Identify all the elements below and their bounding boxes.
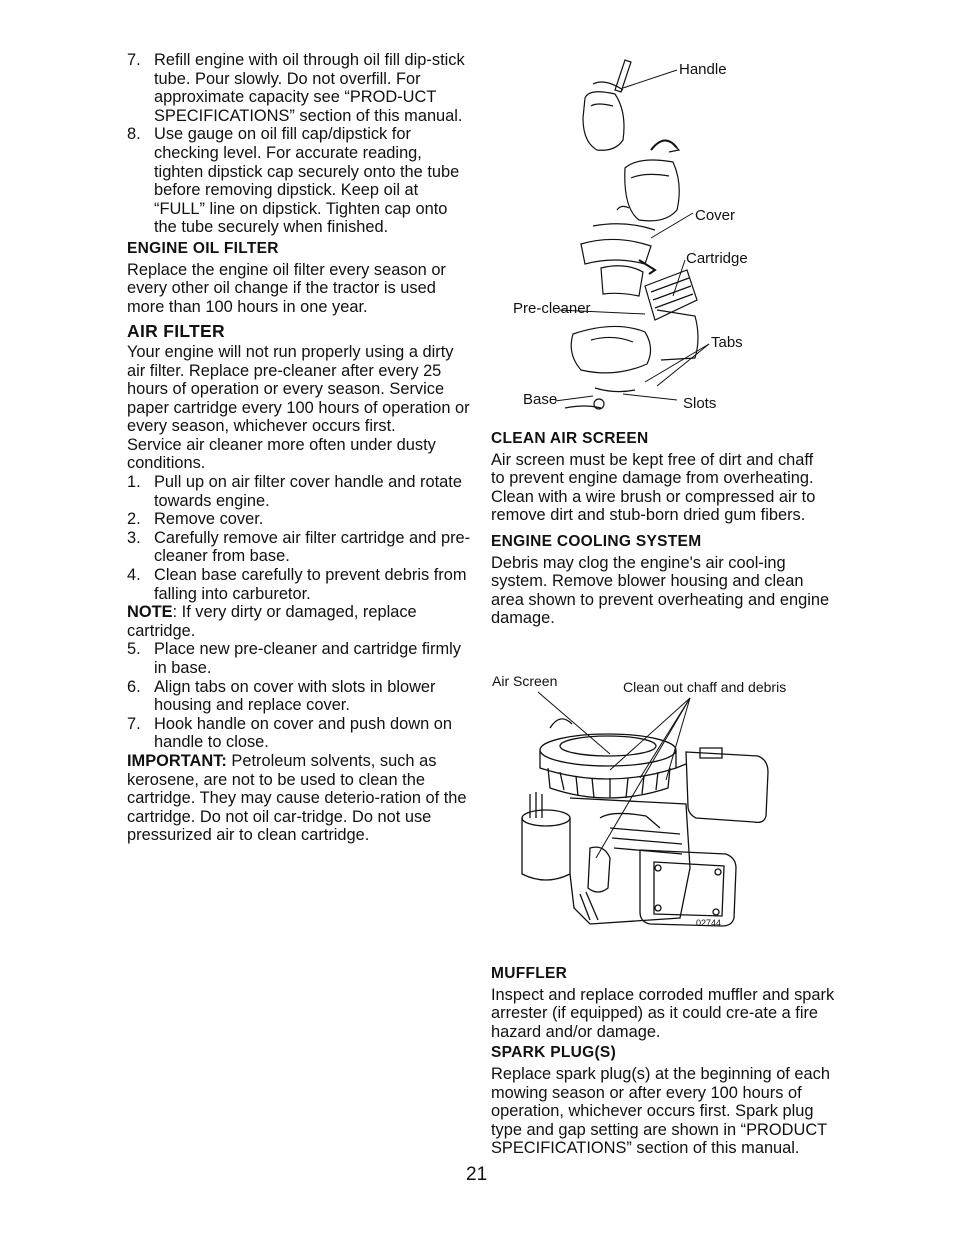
note-label: NOTE bbox=[127, 603, 173, 622]
item-text: Carefully remove air filter cartridge and pre-cleaner from base. bbox=[154, 528, 471, 566]
spark-plug-heading: SPARK PLUG(S) bbox=[491, 1044, 617, 1062]
label-cover: Cover bbox=[695, 207, 736, 224]
air-filter-text-dusty: Service air cleaner more often under dusty conditions. bbox=[127, 435, 436, 473]
item-text: Hook handle on cover and push down on handle to close. bbox=[154, 714, 452, 752]
item-text: Place new pre-cleaner and cartridge firmly in base. bbox=[154, 640, 462, 677]
oil-filter-text: Replace the engine oil filter every season or every other oil change if the tractor is used more than 100 hours in one year. bbox=[127, 260, 446, 316]
label-slots: Slots bbox=[683, 395, 717, 412]
label-tabs: Tabs bbox=[711, 334, 743, 351]
important-text: Petroleum solvents, such as kerosene, are not to be used to clean the cartridge. They may cause deterio-ration of the cartridge. Do not oil car-tridge. Do not use pressurized air to clean cartridge. bbox=[127, 751, 467, 845]
note-text: : If very dirty or damaged, replace cartridge. bbox=[127, 603, 417, 640]
spark-plug-text: Replace spark plug(s) at the beginning of each mowing season or after every 100 hours of operation, whichever occurs first. Spark plug type and gap setting are shown in “PRODUCT SPECIFICATIONS” section of this manual. bbox=[491, 1064, 830, 1158]
right-column-top bbox=[491, 427, 831, 628]
item-number: 7. bbox=[127, 51, 141, 69]
item-text: Remove cover. bbox=[154, 510, 264, 529]
air-filter-illustration bbox=[565, 60, 698, 409]
leader-lines bbox=[555, 70, 709, 401]
right-column-bottom bbox=[491, 962, 836, 1158]
list-item bbox=[127, 473, 472, 510]
label-pre-cleaner: Pre-cleaner bbox=[513, 300, 591, 317]
list-item bbox=[127, 51, 472, 125]
label-cartridge: Cartridge bbox=[686, 250, 748, 267]
label-clean-out: Clean out chaff and debris bbox=[623, 679, 787, 695]
label-handle: Handle bbox=[679, 61, 727, 78]
item-text: Use gauge on oil fill cap/dipstick for checking level. For accurate reading, tighten dipstick cap securely onto the tube before removing dipstick. Keep oil at “FULL” line on dipstick. Tighten cap onto the tube securely when finished. bbox=[154, 125, 460, 237]
important-label: IMPORTANT: bbox=[127, 751, 227, 770]
figure-number: 02744 bbox=[696, 918, 722, 928]
list-item bbox=[127, 510, 472, 529]
engine-cooling-diagram bbox=[490, 668, 835, 944]
clean-air-screen-heading: CLEAN AIR SCREEN bbox=[491, 430, 649, 447]
list-item bbox=[127, 678, 472, 715]
item-number: 5. bbox=[127, 640, 141, 659]
item-number: 1. bbox=[127, 473, 141, 492]
item-text: Refill engine with oil through oil fill dip-stick tube. Pour slowly. Do not overfill. For approximate capacity see “PROD-UCT SPECIFICATIONS” section of this manual. bbox=[154, 51, 465, 125]
list-item bbox=[127, 566, 472, 603]
list-item bbox=[127, 715, 472, 752]
item-number: 3. bbox=[127, 528, 141, 547]
list-item bbox=[127, 125, 472, 237]
muffler-text: Inspect and replace corroded muffler and spark arrester (if equipped) as it could cre-ate a fire hazard and/or damage. bbox=[491, 985, 835, 1041]
air-filter-heading: AIR FILTER bbox=[127, 321, 225, 342]
note-paragraph bbox=[127, 603, 472, 640]
clean-air-screen-text: Air screen must be kept free of dirt and chaff to prevent engine damage from overheating. Clean with a wire brush or compressed air to remove dirt and stub-born dried gum fibers. bbox=[491, 450, 816, 525]
left-column bbox=[127, 51, 472, 845]
item-text: Pull up on air filter cover handle and rotate towards engine. bbox=[154, 473, 462, 510]
cooling-system-heading: ENGINE COOLING SYSTEM bbox=[491, 532, 702, 550]
label-air-screen: Air Screen bbox=[492, 673, 558, 689]
item-text: Align tabs on cover with slots in blower housing and replace cover. bbox=[154, 677, 436, 715]
item-text: Clean base carefully to prevent debris from falling into carburetor. bbox=[154, 566, 467, 603]
item-number: 2. bbox=[127, 510, 141, 529]
oil-filter-heading: ENGINE OIL FILTER bbox=[127, 239, 279, 257]
list-item bbox=[127, 529, 472, 566]
item-number: 7. bbox=[127, 714, 141, 733]
important-paragraph bbox=[127, 752, 472, 845]
page-number: 21 bbox=[466, 1164, 488, 1185]
item-number: 6. bbox=[127, 677, 141, 696]
air-filter-diagram bbox=[505, 48, 775, 420]
air-filter-text: Your engine will not run properly using a dirty air filter. Replace pre-cleaner after every 25 hours of operation or every season. Service paper cartridge every 100 hours of operation or every season, whichever occurs first. bbox=[127, 342, 470, 436]
item-number: 4. bbox=[127, 566, 141, 585]
list-item bbox=[127, 640, 472, 677]
muffler-heading: MUFFLER bbox=[491, 965, 568, 982]
label-base: Base bbox=[523, 391, 558, 408]
item-number: 8. bbox=[127, 125, 141, 144]
cooling-system-text: Debris may clog the engine's air cool-ing system. Remove blower housing and clean area shown to prevent overheating and engine damage. bbox=[491, 553, 830, 628]
engine-illustration bbox=[522, 719, 768, 926]
